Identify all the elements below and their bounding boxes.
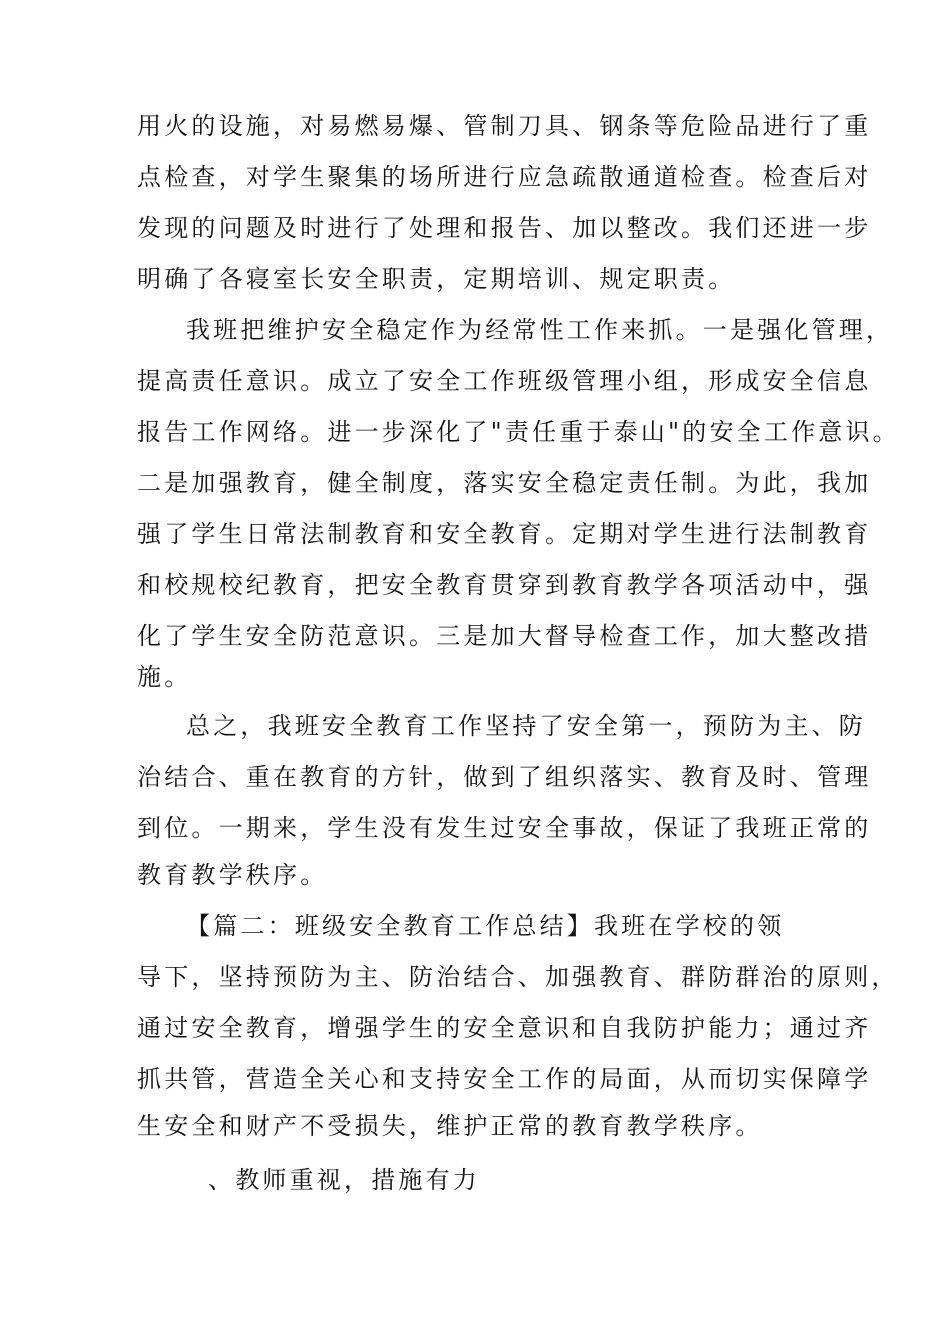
section-heading: 、教师重视，措施有力: [208, 1166, 480, 1194]
paragraph-2-line-7: 化了学生安全防范意识。三是加大督导检查工作，加大整改措: [137, 622, 872, 650]
paragraph-1-line-1: 用火的设施，对易燃易爆、管制刀具、钢条等危险品进行了重: [137, 112, 872, 140]
paragraph-3-line-3: 到位。一期来，学生没有发生过安全事故，保证了我班正常的: [137, 814, 872, 842]
paragraph-1-line-4: 明确了各寝室长安全职责，定期培训、规定职责。: [137, 265, 736, 293]
paragraph-3-line-1: 总之，我班安全教育工作坚持了安全第一，预防为主、防: [186, 712, 866, 740]
paragraph-4-line-2: 导下，坚持预防为主、防治结合、加强教育、群防群治的原则，: [137, 963, 899, 991]
paragraph-2-line-6: 和校规校纪教育，把安全教育贯穿到教育教学各项活动中，强: [137, 571, 872, 599]
paragraph-1-line-2: 点检查，对学生聚集的场所进行应急疏散通道检查。检查后对: [137, 163, 872, 191]
paragraph-2-line-8: 施。: [137, 663, 192, 691]
paragraph-4-line-1: 【篇二：班级安全教育工作总结】我班在学校的领: [186, 912, 785, 940]
paragraph-2-line-5: 强了学生日常法制教育和安全教育。定期对学生进行法制教育: [137, 520, 872, 548]
paragraph-2-line-1: 我班把维护安全稳定作为经常性工作来抓。一是强化管理，: [186, 316, 894, 344]
paragraph-2-line-4: 二是加强教育，健全制度，落实安全稳定责任制。为此，我加: [137, 469, 872, 497]
paragraph-2-line-2: 提高责任意识。成立了安全工作班级管理小组，形成安全信息: [137, 367, 872, 395]
paragraph-4-line-4: 抓共管，营造全关心和支持安全工作的局面，从而切实保障学: [137, 1065, 872, 1093]
paragraph-4-line-3: 通过安全教育，增强学生的安全意识和自我防护能力；通过齐: [137, 1014, 872, 1042]
paragraph-4-line-5: 生安全和财产不受损失，维护正常的教育教学秩序。: [137, 1112, 763, 1140]
paragraph-3-line-4: 教育教学秩序。: [137, 861, 328, 889]
paragraph-2-line-3: 报告工作网络。进一步深化了"责任重于泰山"的安全工作意识。: [137, 418, 900, 446]
paragraph-1-line-3: 发现的问题及时进行了处理和报告、加以整改。我们还进一步: [137, 214, 872, 242]
paragraph-3-line-2: 治结合、重在教育的方针，做到了组织落实、教育及时、管理: [137, 763, 872, 791]
